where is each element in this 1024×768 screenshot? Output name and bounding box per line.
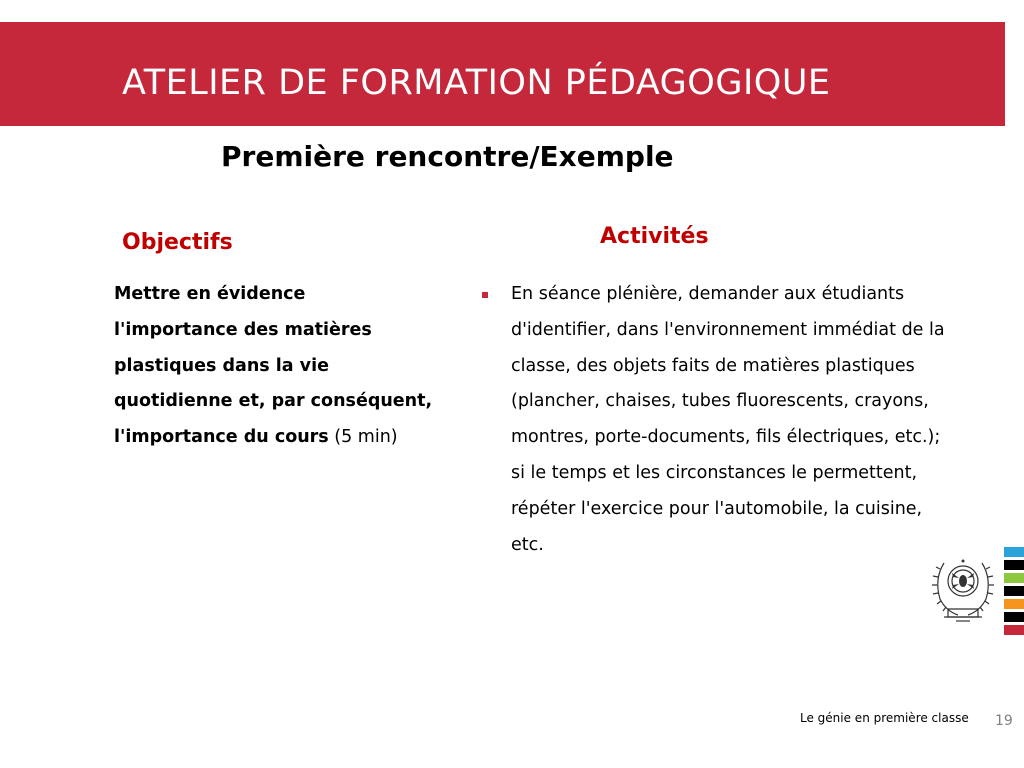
objectives-heading: Objectifs <box>122 230 233 255</box>
footer-text: Le génie en première classe <box>800 711 969 725</box>
stripe <box>1004 573 1024 583</box>
list-item <box>478 277 958 563</box>
activity-text: En séance plénière, demander aux étudiants d'identifier, dans l'environnement immédiat de la classe, des objets faits de matières plastiques (plancher, chaises, tubes fluorescents, crayons, montres, porte-documents, fils électriques, etc.); si le temps et les circonstances le permettent, répéter l'exercice pour l'automobile, la cuisine, etc. <box>511 284 945 555</box>
objectives-text <box>114 277 434 456</box>
activities-list <box>478 277 958 563</box>
stripe <box>1004 599 1024 609</box>
slide-header-title: ATELIER DE FORMATION PÉDAGOGIQUE <box>122 63 831 103</box>
slide-subtitle: Première rencontre/Exemple <box>221 140 674 173</box>
color-stripes <box>1004 547 1024 638</box>
objectives-text-bold: Mettre en évidence l'importance des matières plastiques dans la vie quotidienne et, par conséquent, l'importance du cours <box>114 284 433 448</box>
stripe <box>1004 560 1024 570</box>
stripe <box>1004 625 1024 635</box>
objectives-duration: (5 min) <box>328 427 398 448</box>
stripe <box>1004 547 1024 557</box>
square-bullet-icon <box>482 292 488 298</box>
page-number: 19 <box>995 713 1013 729</box>
stripe <box>1004 586 1024 596</box>
activities-heading: Activités <box>600 224 709 249</box>
school-crest-icon <box>928 551 998 627</box>
stripe <box>1004 612 1024 622</box>
